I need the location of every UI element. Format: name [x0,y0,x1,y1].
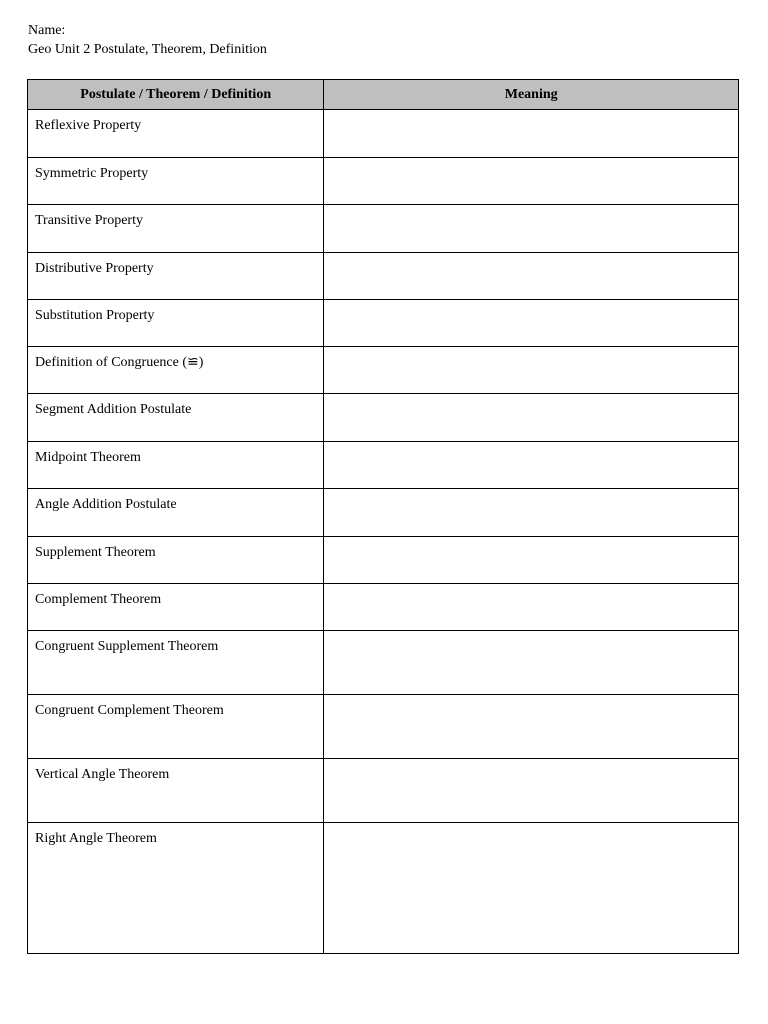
table-row [28,584,739,631]
table-row [28,110,739,158]
term-cell [28,110,324,158]
table-header-row [28,80,739,110]
term-cell [28,631,324,695]
table-row [28,537,739,584]
table-row [28,158,739,205]
term-label: Symmetric Property [35,166,149,181]
table-row [28,394,739,442]
meaning-cell[interactable] [324,205,739,253]
terms-table [27,79,739,954]
meaning-cell[interactable] [324,823,739,954]
term-cell [28,158,324,205]
term-label: Midpoint Theorem [35,450,141,465]
meaning-cell[interactable] [324,759,739,823]
table-row [28,347,739,394]
term-label: Right Angle Theorem [35,831,157,846]
table-row [28,695,739,759]
term-label: Reflexive Property [35,118,142,133]
term-label: Substitution Property [35,308,155,323]
table-row [28,205,739,253]
table-row [28,489,739,537]
meaning-cell[interactable] [324,442,739,489]
term-cell [28,759,324,823]
term-label: Definition of Congruence (≌) [35,355,204,370]
term-cell [28,823,324,954]
term-label: Supplement Theorem [35,545,156,560]
meaning-cell[interactable] [324,300,739,347]
meaning-cell[interactable] [324,347,739,394]
meaning-cell[interactable] [324,253,739,300]
term-label: Angle Addition Postulate [35,497,177,512]
meaning-cell[interactable] [324,158,739,205]
meaning-cell[interactable] [324,394,739,442]
table-row [28,631,739,695]
worksheet-title: Geo Unit 2 Postulate, Theorem, Definition [28,42,267,57]
term-label: Segment Addition Postulate [35,402,192,417]
meaning-cell[interactable] [324,537,739,584]
term-cell [28,300,324,347]
meaning-cell[interactable] [324,489,739,537]
term-cell [28,442,324,489]
term-cell [28,394,324,442]
term-cell [28,347,324,394]
term-label: Congruent Supplement Theorem [35,639,219,654]
meaning-cell[interactable] [324,584,739,631]
table-row [28,442,739,489]
table-row [28,759,739,823]
term-cell [28,205,324,253]
name-label: Name: [28,23,66,38]
term-label: Congruent Complement Theorem [35,703,224,718]
meaning-cell[interactable] [324,631,739,695]
term-label: Distributive Property [35,261,154,276]
term-cell [28,584,324,631]
table-row [28,300,739,347]
term-cell [28,537,324,584]
term-label: Transitive Property [35,213,143,228]
meaning-cell[interactable] [324,110,739,158]
term-cell [28,489,324,537]
term-label: Complement Theorem [35,592,162,607]
table-row [28,253,739,300]
column-header-term: Postulate / Theorem / Definition [28,80,324,110]
meaning-cell[interactable] [324,695,739,759]
table-row [28,823,739,954]
term-label: Vertical Angle Theorem [35,767,170,782]
column-header-meaning: Meaning [324,80,739,110]
term-cell [28,253,324,300]
term-cell [28,695,324,759]
